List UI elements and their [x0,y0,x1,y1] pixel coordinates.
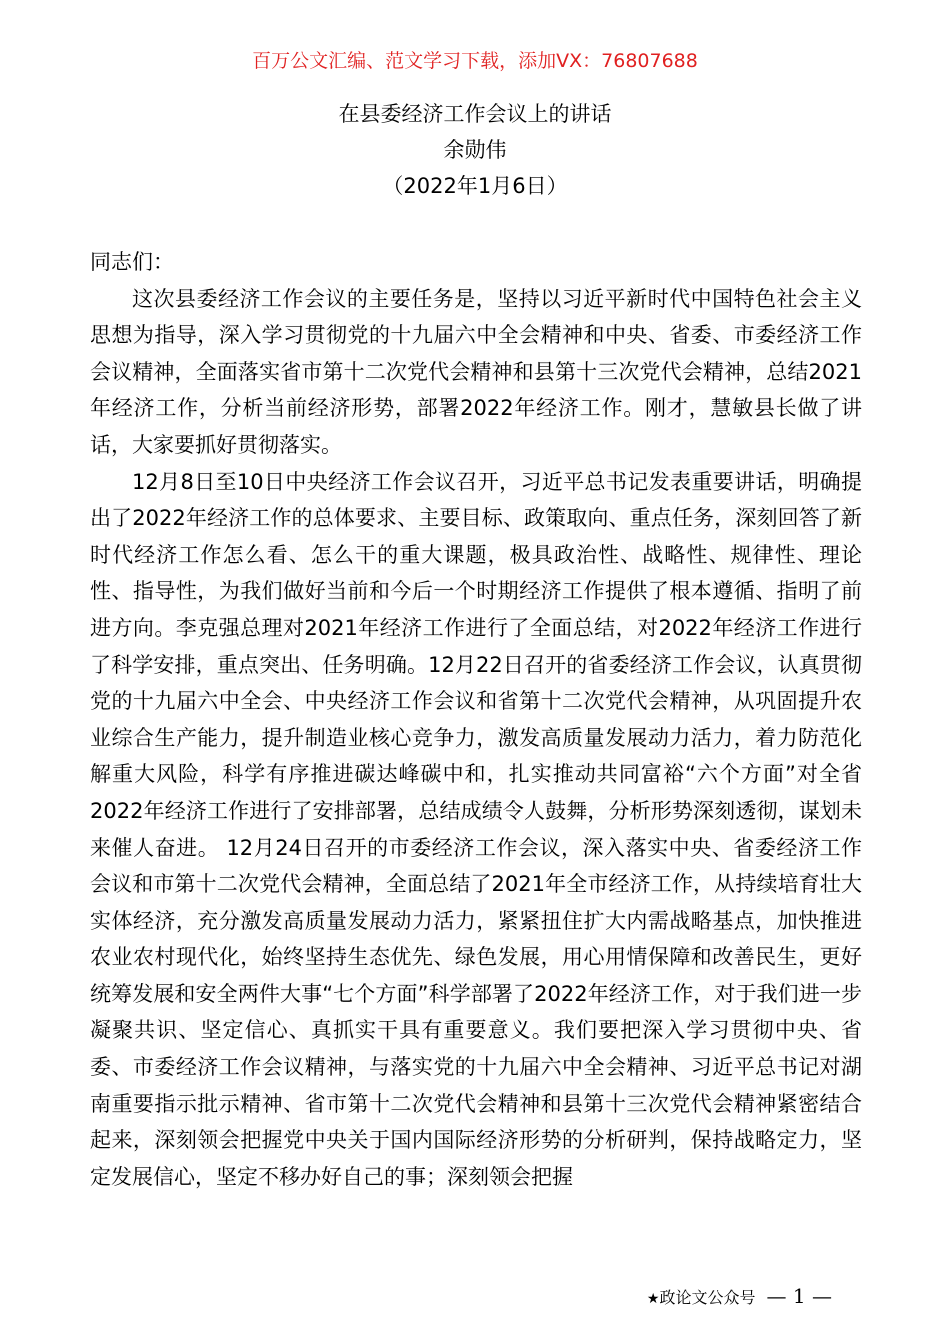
page-number: — 1 — [766,1284,832,1308]
speech-title: 在县委经济工作会议上的讲话 [338,102,612,126]
footer-source: 政论文公众号 [659,1288,756,1307]
document-body [90,244,862,1195]
paragraph-2: 12月8日至10日中央经济工作会议召开，习近平总书记发表重要讲话，明确提出了2022年经济工作的总体要求、主要目标、政策取向、重点任务，深刻回答了新时代经济工作怎么看、怎么干的重大课题，极具政治性、战略性、规律性、理论性、指导性，为我们做好当前和今后一个时期经济工作提供了根本遵循、指明了前进方向。李克强总理对2021年经济工作进行了全面总结，对2022年经济工作进行了科学安排，重点突出、任务明确。12月22日召开的省委经济工作会议，认真贯彻党的十九届六中全会、中央经济工作会议和省第十二次党代会精神，从巩固提升农业综合生产能力，提升制造业核心竞争力，激发高质量发展动力活力，着力防范化解重大风险，科学有序推进碳达峰碳中和，扎实推动共同富裕“六个方面”对全省2022年经济工作进行了安排部署，总结成绩令人鼓舞，分析形势深刻透彻，谋划未来催人奋进。 12月24日召开的市委经济工作会议，深入落实中央、省委经济工作会议和市第十二次党代会精神，全面总结了2021年全市经济工作，从持续培育壮大实体经济，充分激发高质量发展动力活力，紧紧扭住扩大内需战略基点，加快推进农业农村现代化，始终坚持生态优先、绿色发展，用心用情保障和改善民生，更好统筹发展和安全两件大事“七个方面”科学部署了2022年经济工作，对于我们进一步凝聚共识、坚定信心、真抓实干具有重要意义。我们要把深入学习贯彻中央、省委、市委经济工作会议精神，与落实党的十九届六中全会精神、习近平总书记对湖南重要指示批示精神、省市第十二次党代会精神和县第十三次党代会精神紧密结合起来，深刻领会把握党中央关于国内国际经济形势的分析研判，保持战略定力，坚定发展信心，坚定不移办好自己的事；深刻领会把握 [90,469,862,1189]
promo-banner: 百万公文汇编、范文学习下载，添加VX：76807688 [252,50,698,72]
paragraph-1: 这次县委经济工作会议的主要任务是，坚持以习近平新时代中国特色社会主义思想为指导，深入学习贯彻党的十九届六中全会精神和中央、省委、市委经济工作会议精神，全面落实省市第十二次党代会精神和县第十三次党代会精神，总结2021年经济工作，分析当前经济形势，部署2022年经济工作。刚才，慧敏县长做了讲话，大家要抓好贯彻落实。 [90,286,862,457]
speech-date: （2022年1月6日） [382,174,568,198]
page-footer [647,1284,832,1308]
speech-author: 余勋伟 [443,138,507,162]
star-icon: ★ [646,1291,660,1307]
salutation: 同志们： [90,250,174,274]
title-block [0,96,950,204]
